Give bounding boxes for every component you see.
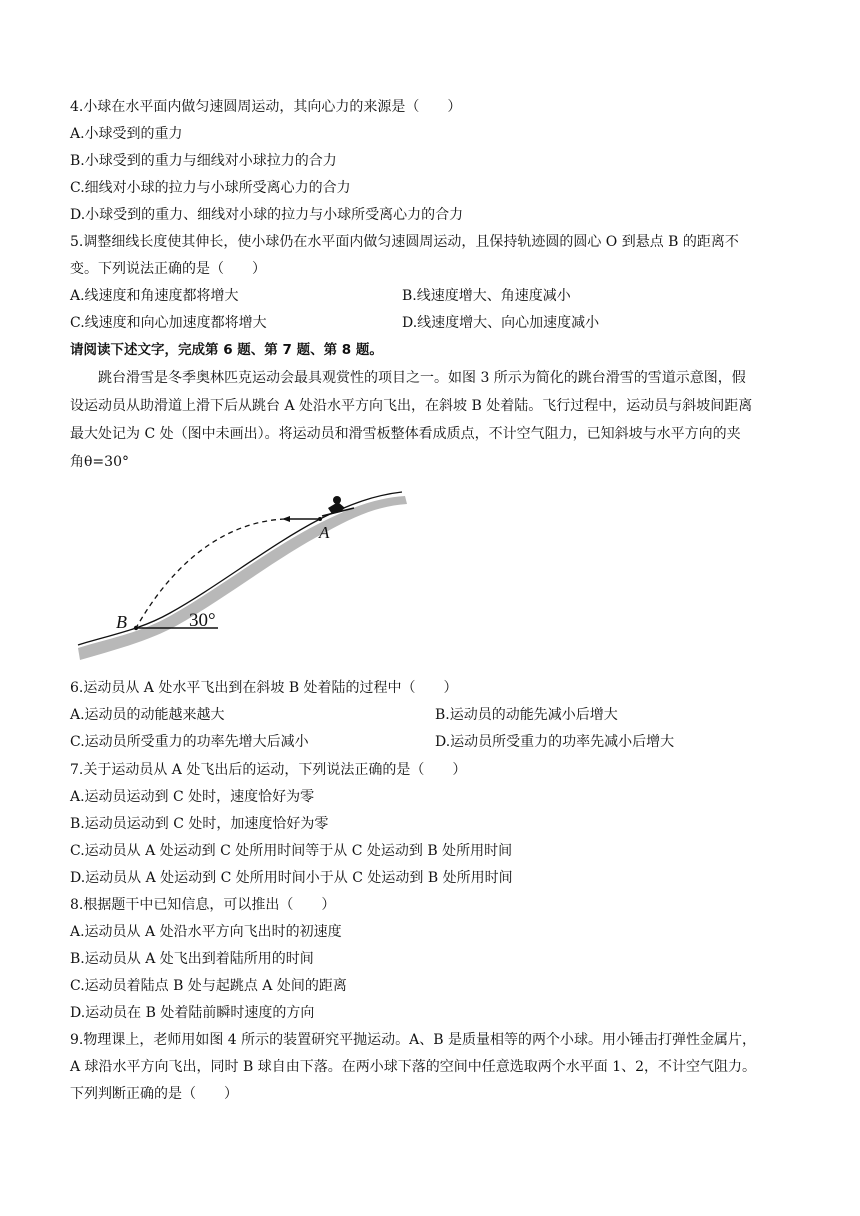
- q6-option-c: C.运动员所受重力的功率先增大后减小: [70, 734, 309, 750]
- q5-option-b: B.线速度增大、角速度减小: [402, 288, 571, 304]
- q5-stem-line2: 变。下列说法正确的是（ ）: [70, 261, 266, 277]
- passage-line1: 跳台滑雪是冬季奥林匹克运动会最具观赏性的项目之一。如图 3 所示为简化的跳台滑雪的雪道示意图，假: [98, 370, 746, 386]
- q5-stem-line1: 5.调整细线长度使其伸长，使小球仍在水平面内做匀速圆周运动，且保持轨迹圆的圆心 O 到悬点 B 的距离不: [70, 234, 739, 250]
- q7-option-d: D.运动员从 A 处运动到 C 处所用时间小于从 C 处运动到 B 处所用时间: [70, 870, 513, 886]
- q7-option-b: B.运动员运动到 C 处时，加速度恰好为零: [70, 816, 329, 832]
- q8-option-b: B.运动员从 A 处飞出到着陆所用的时间: [70, 951, 314, 967]
- q9-stem-line1: 9.物理课上，老师用如图 4 所示的装置研究平抛运动。A、B 是质量相等的两个小球。用小锤击打弹性金属片，: [70, 1032, 757, 1048]
- point-b: [134, 626, 138, 630]
- q7-option-a: A.运动员运动到 C 处时，速度恰好为零: [70, 789, 315, 805]
- q4-option-d: D.小球受到的重力、细线对小球的拉力与小球所受离心力的合力: [70, 207, 464, 223]
- label-a: A: [319, 523, 330, 542]
- q4-stem: 4.小球在水平面内做匀速圆周运动，其向心力的来源是（ ）: [70, 99, 462, 115]
- q6-stem: 6.运动员从 A 处水平飞出到在斜坡 B 处着陆的过程中（ ）: [70, 680, 458, 696]
- q9-stem-line3: 下列判断正确的是（ ）: [70, 1086, 238, 1102]
- q4-option-a: A.小球受到的重力: [70, 126, 183, 142]
- angle-label: 30°: [189, 610, 216, 631]
- q7-option-c: C.运动员从 A 处运动到 C 处所用时间等于从 C 处运动到 B 处所用时间: [70, 843, 513, 859]
- q8-option-a: A.运动员从 A 处沿水平方向飞出时的初速度: [70, 924, 342, 940]
- point-a: [318, 517, 322, 521]
- slope-surface: [78, 496, 407, 660]
- q8-stem: 8.根据题干中已知信息，可以推出（ ）: [70, 897, 336, 913]
- q5-option-d: D.线速度增大、向心加速度减小: [402, 315, 600, 331]
- ski-jump-diagram: [70, 488, 420, 668]
- q5-option-c: C.线速度和向心加速度都将增大: [70, 315, 267, 331]
- q6-option-a: A.运动员的动能越来越大: [70, 707, 225, 723]
- q7-stem: 7.关于运动员从 A 处飞出后的运动，下列说法正确的是（ ）: [70, 762, 467, 778]
- q6-option-d: D.运动员所受重力的功率先减小后增大: [435, 734, 675, 750]
- passage-line4: 角θ=30°: [70, 454, 129, 470]
- q9-stem-line2: A 球沿水平方向飞出，同时 B 球自由下落。在两小球下落的空间中任意选取两个水平面 1、2，不计空气阻力。: [70, 1059, 757, 1075]
- q8-option-d: D.运动员在 B 处着陆前瞬时速度的方向: [70, 1005, 315, 1021]
- passage-line2: 设运动员从助滑道上滑下后从跳台 A 处沿水平方向飞出，在斜坡 B 处着陆。飞行过程中，运动员与斜坡间距离: [70, 398, 753, 414]
- q5-option-a: A.线速度和角速度都将增大: [70, 288, 239, 304]
- reading-instruction: 请阅读下述文字，完成第 6 题、第 7 题、第 8 题。: [70, 342, 383, 358]
- label-b: B: [116, 612, 127, 632]
- q4-option-c: C.细线对小球的拉力与小球所受离心力的合力: [70, 180, 351, 196]
- q6-option-b: B.运动员的动能先减小后增大: [435, 707, 618, 723]
- passage-line3: 最大处记为 C 处（图中未画出）。将运动员和滑雪板整体看成质点，不计空气阻力，已知斜坡与水平方向的夹: [70, 426, 741, 442]
- q4-option-b: B.小球受到的重力与细线对小球拉力的合力: [70, 153, 337, 169]
- q8-option-c: C.运动员着陆点 B 处与起跳点 A 处间的距离: [70, 978, 347, 994]
